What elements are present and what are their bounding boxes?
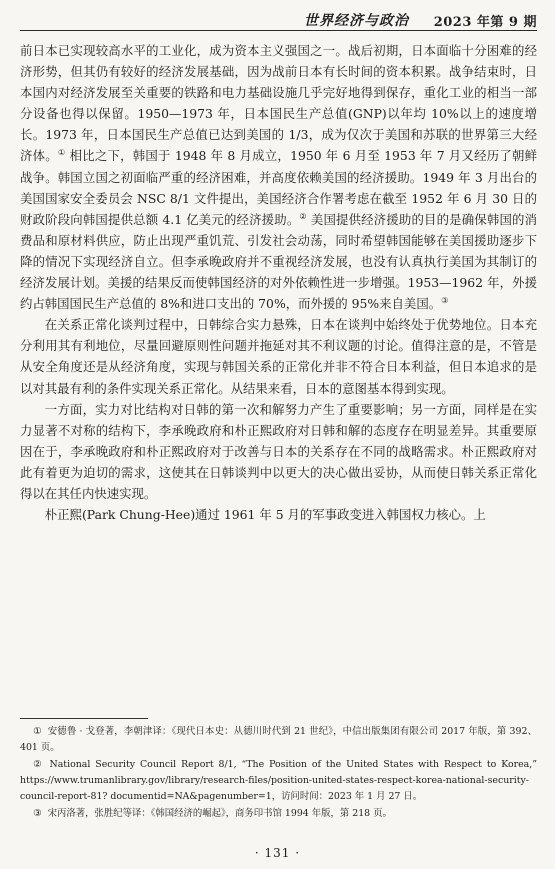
footnote-2 [20, 757, 537, 805]
footnote-number: ③ [33, 808, 42, 819]
main-text [20, 40, 537, 525]
running-header [20, 8, 537, 31]
paragraph-1-part-2: 相比之下，韩国于 1948 年 8 月成立，1950 年 6 月至 1953 年 7 月又经历了朝鲜战争。韩国立国之初面临严重的经济困难，并高度依赖美国的经济援助。1949 年 3 月出台的美国国家安全委员会 NSC 8/1 文件提出，美国经济合作署考虑在截至 1952 年 6 月 30 日的财政阶段向韩国提供总额 4.1 亿美元的经济援助。 [20, 148, 538, 227]
footnote-1 [20, 724, 537, 756]
footnote-divider [20, 718, 148, 719]
footnotes [20, 724, 537, 823]
paragraph-3: 一方面，实力对比结构对日韩的第一次和解努力产生了重要影响；另一方面，同样是在实力显著不对称的结构下，李承晚政府和朴正熙政府对日韩和解的态度存在明显差异。其重要原因在于，李承晚政府和朴正熙政府对于改善与日本的关系存在不同的战略需求。朴正熙政府对此有着更为迫切的需求，这使其在日韩谈判中以更大的决心做出妥协，从而使日韩关系正常化得以在其任内快速实现。 [20, 401, 537, 501]
paragraph-1-part-1: 前日本已实现较高水平的工业化，成为资本主义强国之一。战后初期，日本面临十分困难的经济形势，但其仍有较好的经济发展基础，因为战前日本有长时间的资本积累。战争结束时，日本国内对经济发展至关重要的铁路和电力基础设施几乎完好地得到保存，重化工业的相当一部分设备也得以保留。1950—1973 年，日本国民生产总值(GNP)以年均 10%以上的速度增长。1973 年，日本国民生产总值已达到美国的 1/3，成为仅次于美国和苏联的世界第三大经济体。 [20, 43, 537, 164]
paragraph-1-part-3: 美国提供经济援助的目的是确保韩国的消费品和原材料供应，防止出现严重饥荒、引发社会动荡，同时希望韩国能够在美国援助逐步下降的情况下实现经济自立。但李承晚政府并不重视经济发展，也没有认真执行美国为其制订的经济发展计划。美援的结果反而使韩国经济的对外依赖性进一步增强。1953—1962 年，外援约占韩国国民生产总值的 8%和进口支出的 70%，而外援的 95%来自美国。 [20, 211, 537, 312]
paragraph-2: 在关系正常化谈判过程中，日韩综合实力悬殊，日本在谈判中始终处于优势地位。日本充分利用其有利地位，尽量回避原则性问题并拖延对其不利议题的讨论。值得注意的是，不管是从安全角度还是从经济角度，实现与韩国关系的正常化并非不符合日本利益，但日本追求的是以对其最有利的条件实现关系正常化。从结果来看，日本的意图基本得到实现。 [20, 317, 537, 396]
issue-label: 2023 年第 9 期 [433, 15, 537, 30]
footnote-3 [20, 806, 537, 822]
page-number: · 131 · [254, 846, 301, 860]
journal-title: 世界经济与政治 [304, 13, 409, 29]
footnote-ref-2[interactable]: ② [299, 211, 307, 221]
footnote-ref-1[interactable]: ① [57, 148, 66, 158]
footnote-ref-3[interactable]: ③ [441, 296, 449, 305]
footnote-number: ① [33, 726, 42, 737]
footnote-text: National Security Council Report 8/1, “The Position of the United States with Respect to Korea,” https://www.trumanlibrary.gov/library/research-files/position-united-states-respect-korea-national-security-council-report-81? documentid=NA&pagenumber=1，访问时间：2023 年 1 月 27 日。 [20, 759, 537, 802]
footnote-number: ② [33, 759, 44, 770]
footnote-text: 安德鲁 · 戈登著，李朝津译：《现代日本史：从德川时代到 21 世纪》，中信出版集团有限公司 2017 年版，第 392、401 页。 [20, 726, 537, 753]
paragraph-1 [20, 40, 537, 314]
footnote-text: 宋丙洛著，张胜纪等译：《韩国经济的崛起》，商务印书馆 1994 年版，第 218 页。 [47, 808, 392, 819]
paragraph-4: 朴正熙(Park Chung-Hee)通过 1961 年 5 月的军事政变进入韩国权力核心。上 [44, 507, 486, 523]
